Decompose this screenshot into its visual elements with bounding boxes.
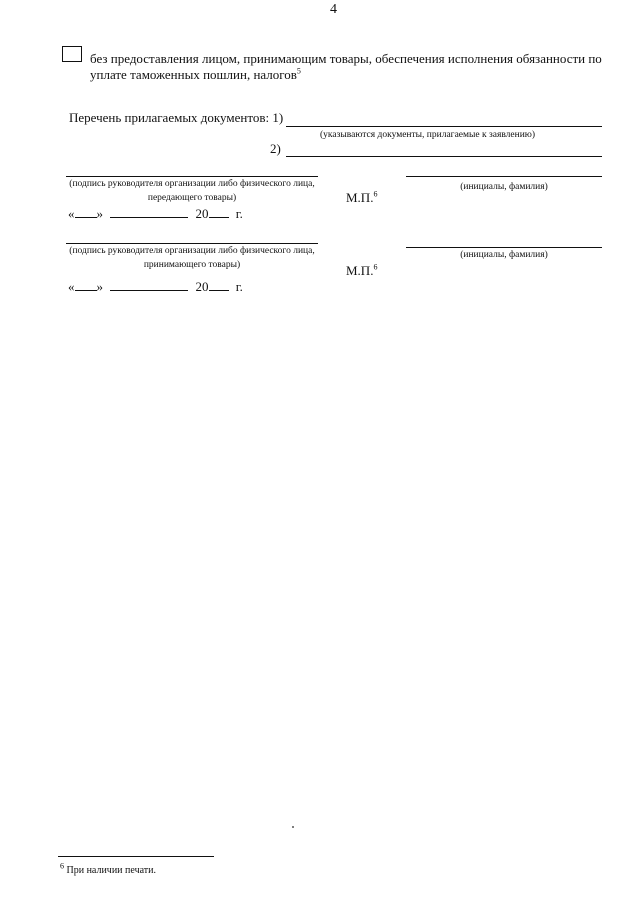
transferor-year-prefix: 20 [195, 206, 209, 221]
documents-item2-number: 2) [270, 141, 281, 156]
receiver-stamp: М.П. [346, 263, 374, 278]
receiver-year-blank[interactable] [209, 280, 229, 291]
transferor-day-blank[interactable] [75, 207, 97, 218]
receiver-year-prefix: 20 [195, 279, 209, 294]
transferor-name-line[interactable] [406, 176, 602, 177]
transferor-year-suffix: г. [235, 206, 243, 221]
option-footnote-ref: 5 [296, 66, 301, 76]
transferor-stamp: М.П. [346, 190, 374, 205]
documents-hint: (указываются документы, прилагаемые к заявлению) [320, 130, 536, 140]
footnote-divider [58, 856, 214, 857]
receiver-date-open-quote: « [68, 279, 75, 294]
documents-label-block [69, 110, 283, 126]
transferor-name-caption: (инициалы, фамилия) [460, 182, 548, 192]
transferor-date-row [68, 206, 243, 222]
page-number: 4 [330, 2, 337, 17]
transferor-month-blank[interactable] [110, 207, 188, 218]
option-checkbox[interactable] [62, 46, 82, 62]
documents-item2-line[interactable] [286, 156, 602, 157]
documents-label: Перечень прилагаемых документов: [69, 110, 270, 125]
receiver-name-caption: (инициалы, фамилия) [460, 250, 548, 260]
footnote-text: При наличии печати. [66, 865, 156, 876]
receiver-signature-caption: (подпись руководителя организации либо физического лица, принимающего товары) [69, 246, 315, 270]
receiver-date-close-quote: » [96, 279, 103, 294]
transferor-signature-caption: (подпись руководителя организации либо физического лица, передающего товары) [69, 179, 315, 203]
receiver-stamp-block [346, 263, 377, 279]
option-text: без предоставления лицом, принимающим товары, обеспечения исполнения обязанности по уплате таможенных пошлин, налогов [90, 51, 602, 82]
transferor-date-open-quote: « [68, 206, 75, 221]
documents-item1-line[interactable] [286, 126, 602, 127]
transferor-date-close-quote: » [96, 206, 103, 221]
receiver-date-row [68, 279, 243, 295]
documents-item1-number: 1) [272, 110, 284, 125]
receiver-month-blank[interactable] [110, 280, 188, 291]
transferor-year-blank[interactable] [209, 207, 229, 218]
transferor-stamp-ref: 6 [373, 189, 378, 199]
footnote-block [60, 861, 156, 876]
scan-speck [292, 826, 294, 828]
option-text-block [90, 51, 608, 83]
footnote-number: 6 [60, 861, 64, 871]
transferor-stamp-block [346, 190, 377, 206]
receiver-day-blank[interactable] [75, 280, 97, 291]
receiver-stamp-ref: 6 [373, 262, 378, 272]
receiver-year-suffix: г. [235, 279, 243, 294]
